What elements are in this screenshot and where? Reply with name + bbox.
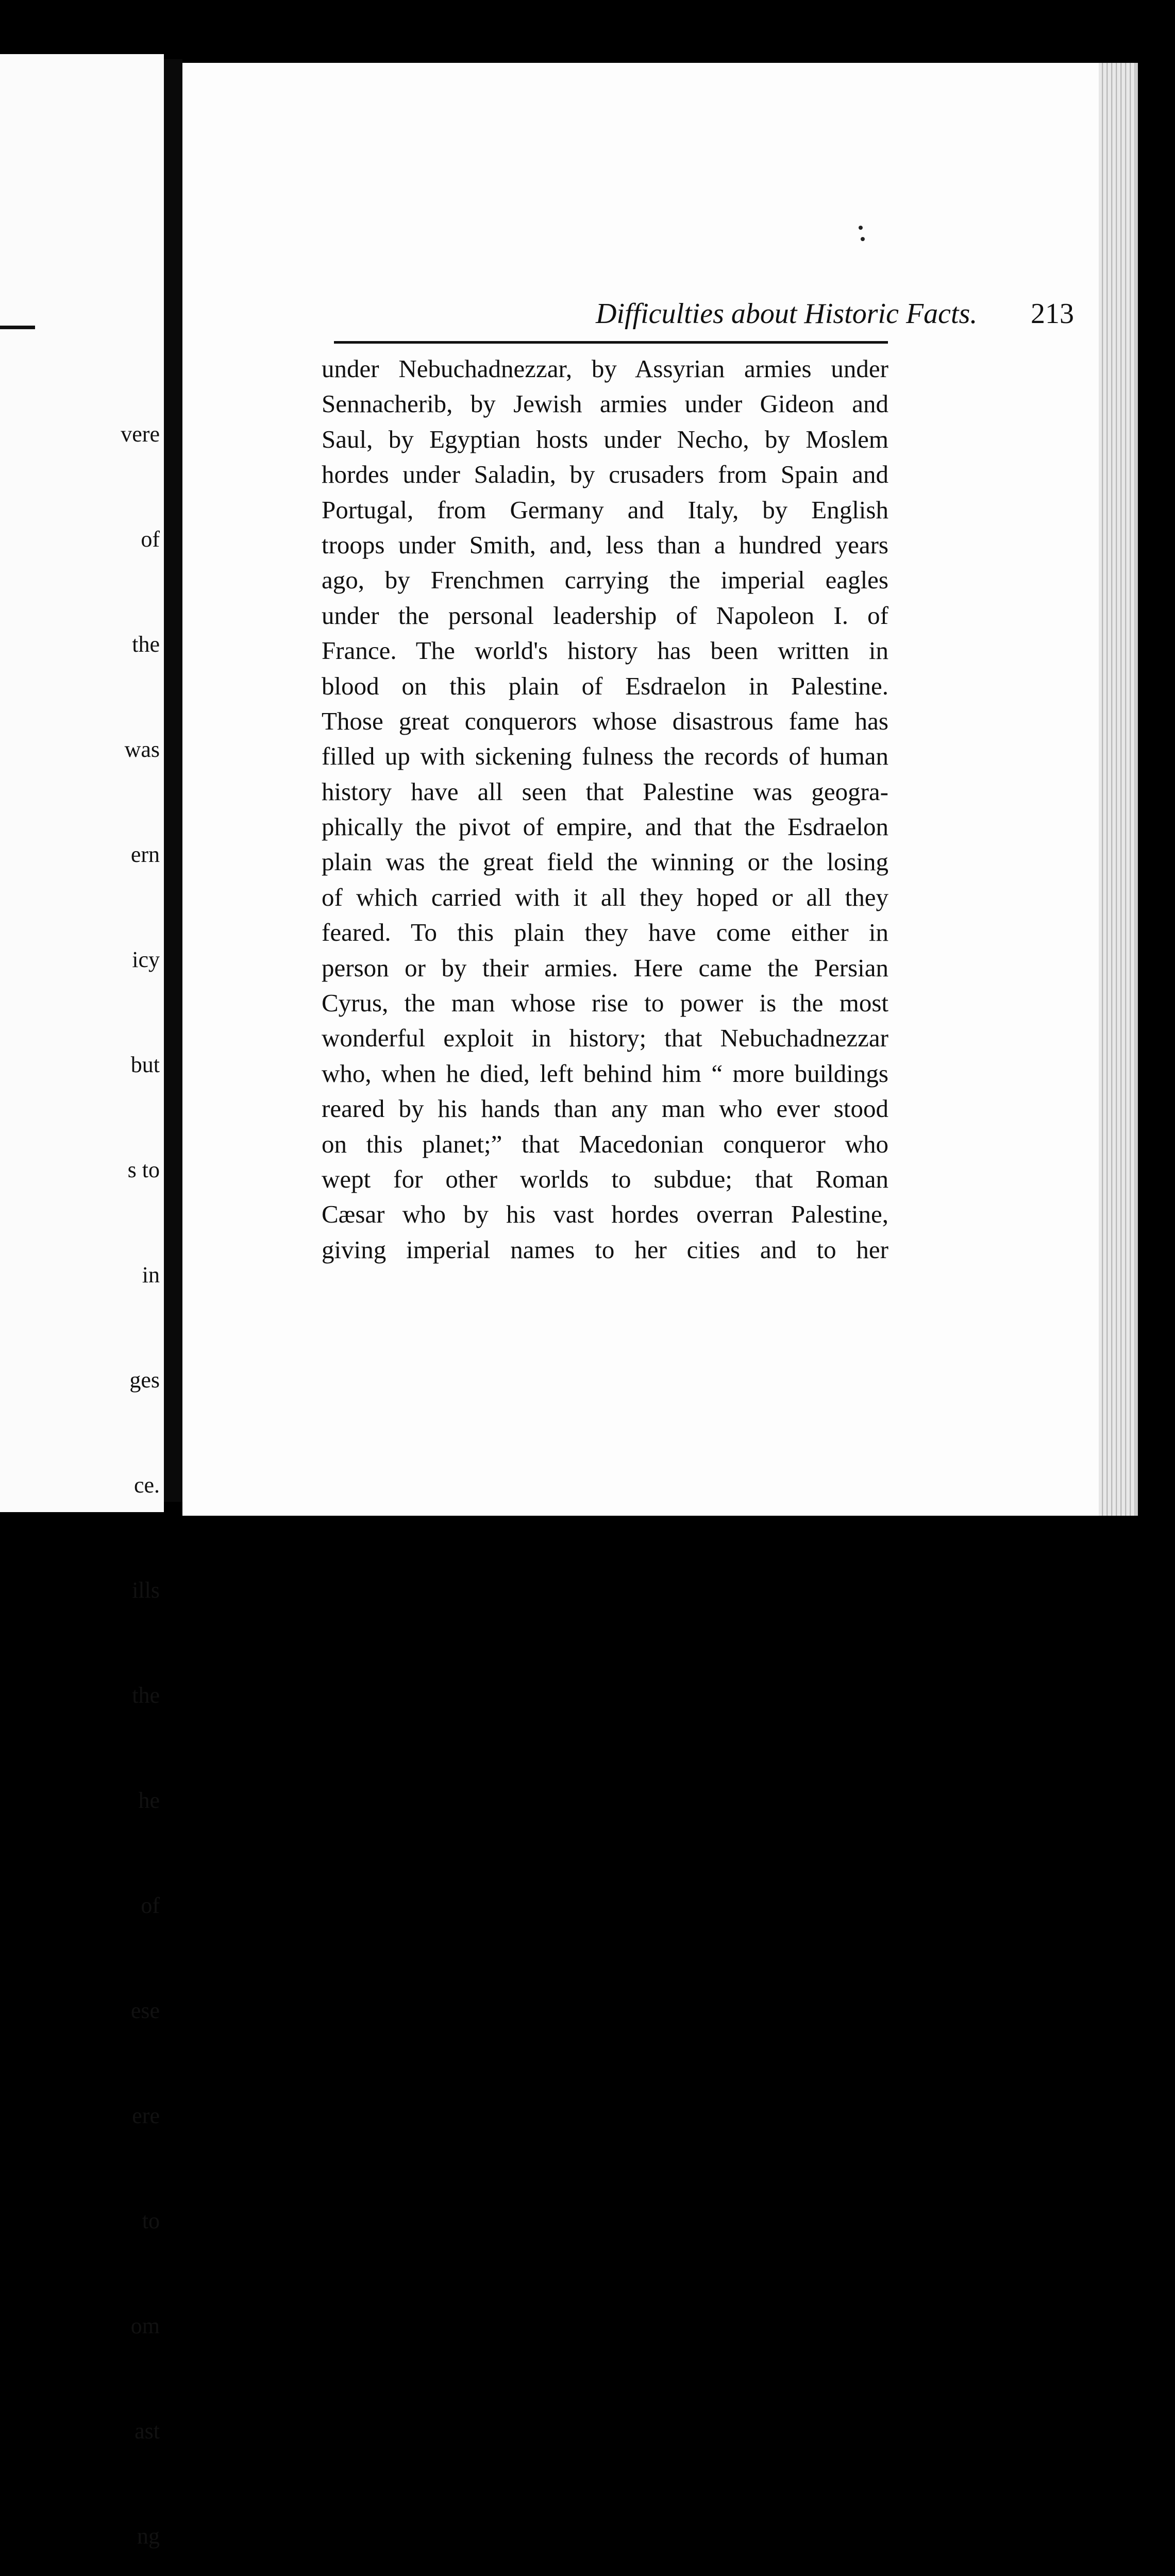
left-line: ern xyxy=(130,842,160,867)
text-line: plain was the great field the winning or the losing xyxy=(322,848,888,876)
text-line: Saul, by Egyptian hosts under Necho, by Moslem xyxy=(322,425,888,453)
text-line: Sennacherib, by Jewish armies under Gideon and xyxy=(322,389,888,418)
running-head xyxy=(409,297,1074,338)
text-line: ago, by Frenchmen carrying the imperial eagles xyxy=(322,566,888,595)
left-line: ce. xyxy=(133,1472,160,1498)
running-title: Difficulties about Historic Facts. xyxy=(596,298,978,330)
right-page xyxy=(182,63,1138,1516)
text-line: Portugal, from Germany and Italy, by English xyxy=(322,495,888,524)
text-line: Cæsar who by his vast hordes overran Palestine, xyxy=(322,1200,888,1229)
text-line: Cyrus, the man whose rise to power is the most xyxy=(322,989,888,1018)
text-line: feared. To this plain they have come either in xyxy=(322,918,888,947)
text-line: phically the pivot of empire, and that the Esdraelon xyxy=(322,812,888,841)
left-page-text-fragments xyxy=(121,347,160,2576)
text-line: troops under Smith, and, less than a hundred years xyxy=(322,530,888,559)
left-facing-page xyxy=(0,54,164,2549)
text-line: giving imperial names to her cities and to her xyxy=(322,1235,888,1264)
text-line: of which carried with it all they hoped or all they xyxy=(322,883,888,911)
left-line: om xyxy=(130,2313,160,2338)
page-number: 213 xyxy=(1031,298,1074,330)
book-gutter xyxy=(164,59,182,1502)
header-rule xyxy=(334,341,888,344)
text-line: wept for other worlds to subdue; that Roman xyxy=(322,1164,888,1193)
left-line: ges xyxy=(129,1367,160,1393)
text-line: blood on this plain of Esdraelon in Palestine. xyxy=(322,671,888,700)
left-line: ere xyxy=(132,2103,160,2128)
left-page-rule xyxy=(0,326,35,329)
text-line: who, when he died, left behind him “ more buildings xyxy=(322,1059,888,1088)
left-line: ast xyxy=(135,2418,160,2444)
text-line: on this planet;” that Macedonian conqueror who xyxy=(322,1129,888,1158)
page-edges xyxy=(1099,63,1135,1516)
left-line: but xyxy=(130,1052,160,1077)
left-line: icy xyxy=(132,947,160,972)
left-line: vere xyxy=(121,421,160,447)
left-line: the xyxy=(132,1683,160,1708)
left-line: was xyxy=(124,737,160,762)
text-line: France. The world's history has been written in xyxy=(322,636,888,665)
left-line: of xyxy=(141,1893,160,1918)
text-line: under the personal leadership of Napoleon I. of xyxy=(322,601,888,630)
left-line: in xyxy=(142,1262,160,1287)
text-line: filled up with sickening fulness the records of human xyxy=(322,742,888,771)
text-line: hordes under Saladin, by crusaders from Spain and xyxy=(322,460,888,489)
left-line: ills xyxy=(132,1578,160,1603)
print-speck xyxy=(859,226,863,230)
left-line: he xyxy=(138,1788,160,1813)
left-line: ng xyxy=(137,2523,160,2549)
text-line: history have all seen that Palestine was geogra- xyxy=(322,777,888,806)
text-line: wonderful exploit in history; that Nebuchadnezzar xyxy=(322,1024,888,1053)
text-line: reared by his hands than any man who ever stood xyxy=(322,1094,888,1123)
left-line: s to xyxy=(127,1157,160,1182)
text-line: under Nebuchadnezzar, by Assyrian armies under xyxy=(322,354,888,383)
left-line: ese xyxy=(130,1998,160,2023)
left-line: to xyxy=(142,2208,160,2233)
text-line: person or by their armies. Here came the Persian xyxy=(322,953,888,982)
left-line: the xyxy=(132,632,160,657)
body-text xyxy=(322,351,888,1267)
left-line: of xyxy=(141,527,160,552)
text-line: Those great conquerors whose disastrous fame has xyxy=(322,706,888,735)
print-speck xyxy=(861,237,865,241)
